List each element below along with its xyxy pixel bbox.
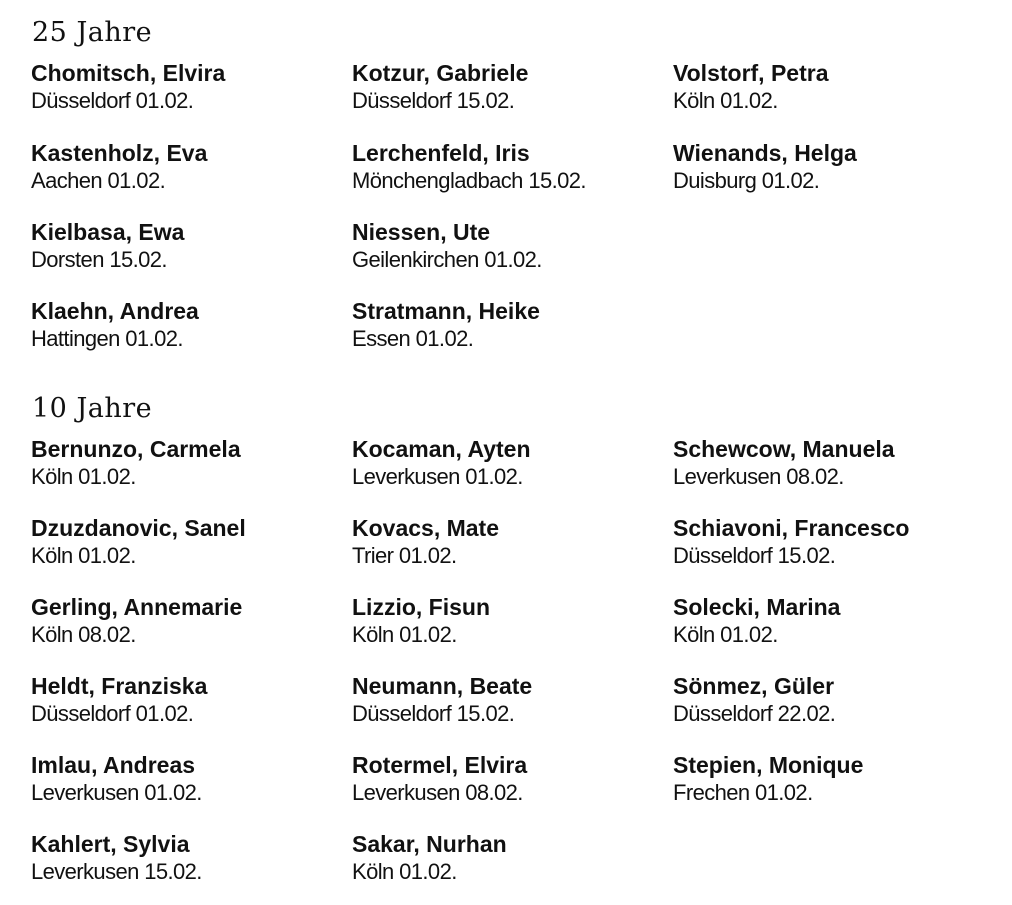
person-name: Gerling, Annemarie [31, 594, 243, 620]
list-item [673, 593, 993, 649]
person-name: Schewcow, Manuela [673, 436, 895, 462]
list-item [31, 514, 351, 570]
person-location-date: Dorsten 15.02. [31, 247, 167, 272]
person-location-date: Düsseldorf 15.02. [352, 88, 515, 113]
list-item [352, 514, 672, 570]
person-name: Lerchenfeld, Iris [352, 140, 530, 166]
person-location-date: Köln 01.02. [673, 622, 778, 647]
person-location-date: Essen 01.02. [352, 326, 474, 351]
list-item [673, 672, 993, 728]
person-name: Dzuzdanovic, Sanel [31, 515, 246, 541]
person-location-date: Leverkusen 15.02. [31, 859, 202, 884]
list-item [673, 514, 993, 570]
person-location-date: Leverkusen 01.02. [31, 780, 202, 805]
person-location-date: Leverkusen 08.02. [352, 780, 523, 805]
list-item [352, 830, 672, 886]
person-name: Neumann, Beate [352, 673, 533, 699]
person-name: Sönmez, Güler [673, 673, 835, 699]
person-location-date: Düsseldorf 22.02. [673, 701, 836, 726]
person-location-date: Düsseldorf 15.02. [673, 543, 836, 568]
person-location-date: Leverkusen 08.02. [673, 464, 844, 489]
person-name: Kocaman, Ayten [352, 436, 531, 462]
list-item [352, 672, 672, 728]
person-name: Wienands, Helga [673, 140, 857, 166]
list-item [673, 435, 993, 491]
list-item [31, 751, 351, 807]
list-item [352, 59, 672, 115]
person-name: Kotzur, Gabriele [352, 60, 529, 86]
person-location-date: Köln 01.02. [352, 859, 457, 884]
list-item [31, 830, 351, 886]
person-name: Kielbasa, Ewa [31, 219, 185, 245]
person-location-date: Köln 01.02. [31, 543, 136, 568]
person-name: Stratmann, Heike [352, 298, 540, 324]
list-item [352, 139, 672, 195]
list-item [31, 672, 351, 728]
person-name: Niessen, Ute [352, 219, 491, 245]
list-item [352, 593, 672, 649]
person-name: Schiavoni, Francesco [673, 515, 910, 541]
list-item [673, 751, 993, 807]
list-item [673, 59, 993, 115]
person-name: Kastenholz, Eva [31, 140, 208, 166]
list-item [352, 751, 672, 807]
person-location-date: Frechen 01.02. [673, 780, 813, 805]
list-item [352, 218, 672, 274]
person-location-date: Düsseldorf 01.02. [31, 88, 194, 113]
person-location-date: Leverkusen 01.02. [352, 464, 523, 489]
person-name: Klaehn, Andrea [31, 298, 199, 324]
person-name: Imlau, Andreas [31, 752, 196, 778]
person-location-date: Düsseldorf 01.02. [31, 701, 194, 726]
person-name: Stepien, Monique [673, 752, 864, 778]
list-item [31, 297, 351, 353]
list-item [31, 435, 351, 491]
person-location-date: Köln 01.02. [352, 622, 457, 647]
person-name: Bernunzo, Carmela [31, 436, 241, 462]
person-location-date: Trier 01.02. [352, 543, 457, 568]
person-name: Chomitsch, Elvira [31, 60, 226, 86]
person-location-date: Hattingen 01.02. [31, 326, 183, 351]
section-title-10-jahre: 10 Jahre [32, 393, 153, 424]
person-location-date: Köln 01.02. [673, 88, 778, 113]
list-item [31, 218, 351, 274]
person-name: Rotermel, Elvira [352, 752, 528, 778]
person-name: Lizzio, Fisun [352, 594, 490, 620]
person-location-date: Geilenkirchen 01.02. [352, 247, 542, 272]
list-item [31, 139, 351, 195]
person-name: Kahlert, Sylvia [31, 831, 190, 857]
list-item [31, 59, 351, 115]
list-item [31, 593, 351, 649]
person-name: Heldt, Franziska [31, 673, 208, 699]
person-location-date: Mönchengladbach 15.02. [352, 168, 586, 193]
person-location-date: Duisburg 01.02. [673, 168, 820, 193]
person-name: Solecki, Marina [673, 594, 841, 620]
person-location-date: Köln 01.02. [31, 464, 136, 489]
section-title-25-jahre: 25 Jahre [32, 17, 153, 48]
person-location-date: Düsseldorf 15.02. [352, 701, 515, 726]
person-name: Sakar, Nurhan [352, 831, 507, 857]
list-item [352, 297, 672, 353]
person-name: Kovacs, Mate [352, 515, 500, 541]
person-name: Volstorf, Petra [673, 60, 829, 86]
person-location-date: Köln 08.02. [31, 622, 136, 647]
person-location-date: Aachen 01.02. [31, 168, 166, 193]
list-item [352, 435, 672, 491]
list-item [673, 139, 993, 195]
